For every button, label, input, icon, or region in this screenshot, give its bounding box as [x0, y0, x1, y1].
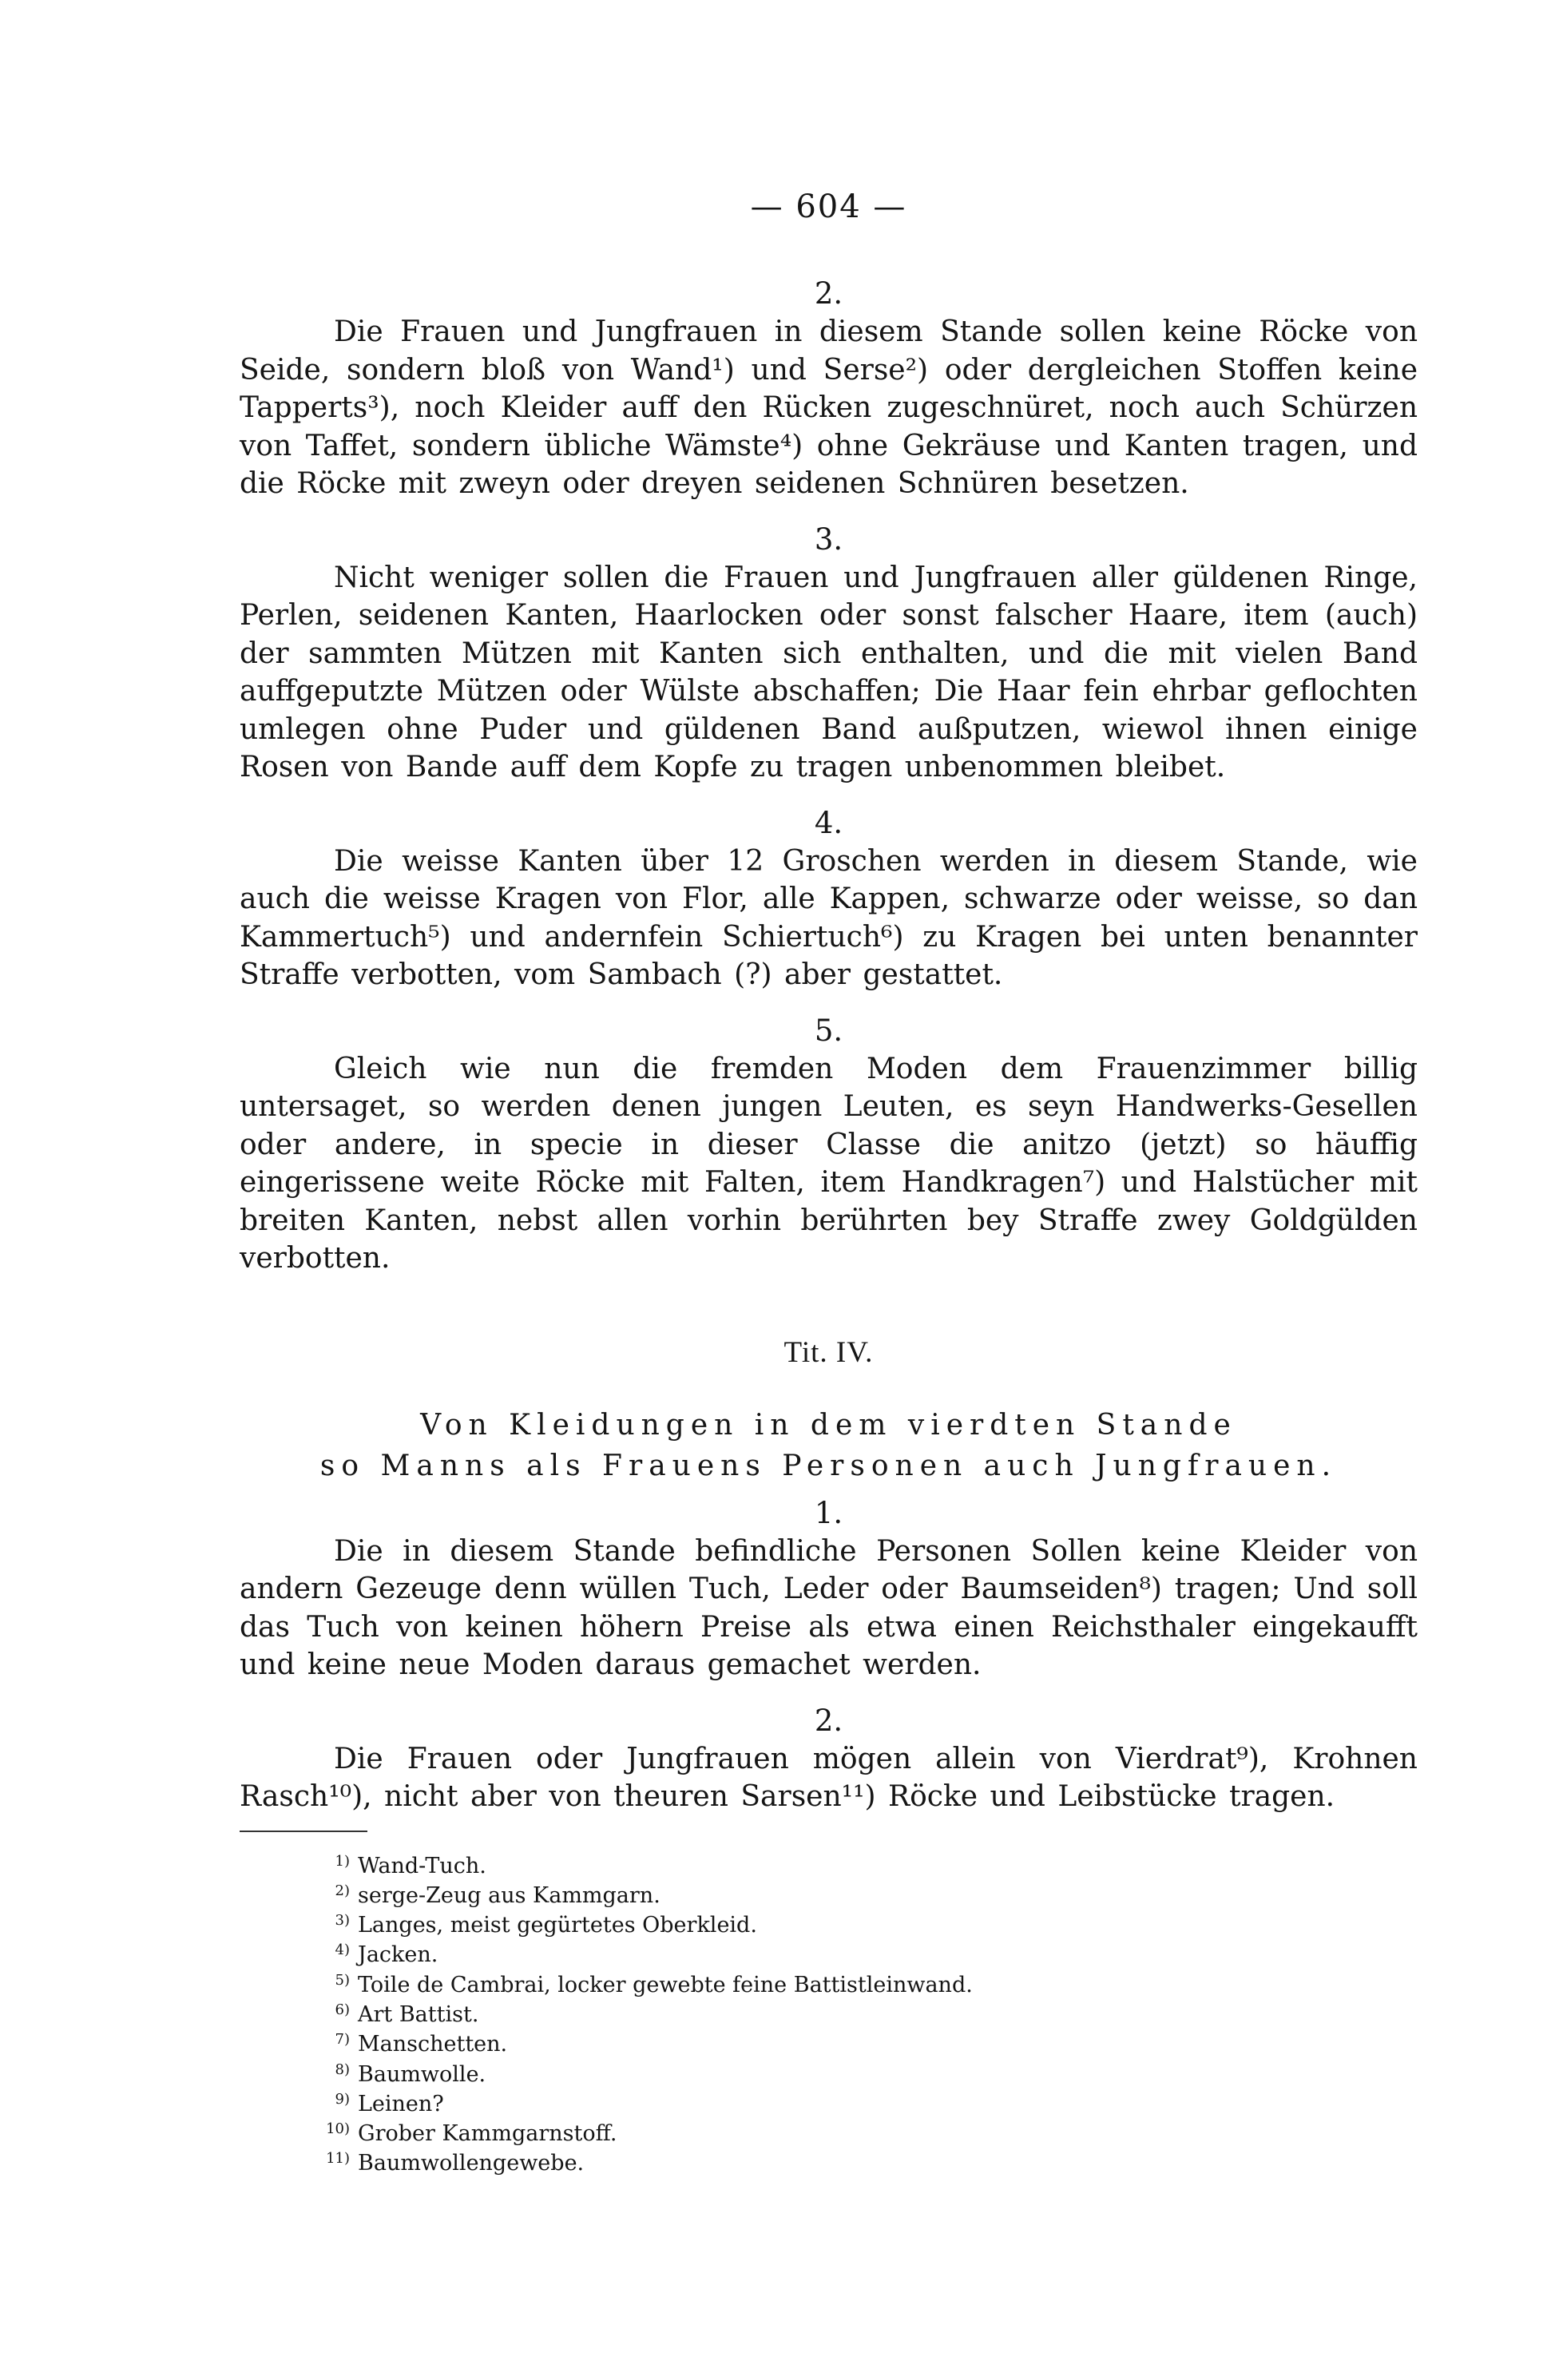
footnote-number: 9): [335, 2090, 350, 2108]
footnote-text: Grober Kammgarnstoff.: [358, 2121, 617, 2147]
footnote: [319, 2060, 1418, 2089]
footnote-text: serge-Zeug aus Kammgarn.: [358, 1882, 660, 1908]
section-block-a: [240, 278, 1418, 1278]
title-number: Tit. IV.: [783, 1335, 874, 1369]
footnote-number: 2): [335, 1882, 350, 1899]
footnote-number: 6): [335, 2001, 350, 2018]
footnote-text: Jacken.: [358, 1942, 438, 1968]
footnote: [319, 2089, 1418, 2119]
footnote: [319, 1910, 1418, 1940]
footnote-text: Art Battist.: [358, 2001, 479, 2027]
footnote-number: 8): [335, 2061, 350, 2078]
footnote-number: 10): [326, 2120, 350, 2138]
section-paragraph: Die weisse Kanten über 12 Groschen werden in diesem Stande, wie auch die weisse Kragen von Flor, alle Kappen, schwarze oder weisse, so dan Kammertuch⁵) und andernfein Schiertuch⁶) zu Kragen bei unten benannter Straffe verbotten, vom Sambach (?) aber gestattet.: [240, 844, 1418, 991]
footnote: [319, 1940, 1418, 1969]
title-line-2: so Manns als Frauens Personen auch Jungfrauen.: [319, 1449, 1338, 1482]
footnote-text: Baumwollengewebe.: [358, 2151, 585, 2176]
footnote-number: 5): [335, 1971, 350, 1989]
section-paragraph: Die Frauen und Jungfrauen in diesem Stande sollen keine Röcke von Seide, sondern bloß von Wand¹) und Serse²) oder dergleichen Stoffen keine Tapperts³), noch Kleider auff den Rücken zugeschnüret, noch auch Schürzen von Taffet, sondern übliche Wämste⁴) ohne Gekräuse und Kanten tragen, und die Röcke mit zweyn oder dreyen seidenen Schnüren besetzen.: [240, 315, 1418, 500]
section-number: 2.: [814, 276, 843, 311]
footnote: [319, 2000, 1418, 2029]
document-page: [240, 188, 1418, 2179]
title-line-1: Von Kleidungen in dem vierdten Stande: [420, 1408, 1237, 1442]
footnote-text: Manschetten.: [358, 2032, 508, 2057]
footnote-number: 1): [335, 1852, 350, 1870]
section-paragraph: Nicht weniger sollen die Frauen und Jungfrauen aller güldenen Ringe, Perlen, seidenen Kanten, Haarlocken oder sonst falscher Haare, item (auch) der sammten Mützen mit Kanten sich enthalten, und die mit vielen Band auffgeputzte Mützen oder Wülste abschaffen; Die Haar fein ehrbar geflochten umlegen ohne Puder und güldenen Band außputzen, wiewol ihnen einige Rosen von Bande auff dem Kopfe zu tragen unbenommen bleibet.: [240, 561, 1418, 783]
footnote-number: 4): [335, 1942, 350, 1959]
footnote-number: 3): [335, 1912, 350, 1930]
footnote-text: Leinen?: [358, 2091, 444, 2116]
section-paragraph: Gleich wie nun die fremden Moden dem Frauenzimmer billig untersaget, so werden denen jungen Leuten, es seyn Handwerks-Gesellen oder andere, in specie in dieser Classe die anitzo (jetzt) so häuffig eingerissene weite Röcke mit Falten, item Handkragen⁷) und Halstücher mit breiten Kanten, nebst allen vorhin berührten bey Straffe zwey Goldgülden verbotten.: [240, 1052, 1418, 1275]
footnote: [319, 2148, 1418, 2178]
footnote-divider: [240, 1831, 367, 1832]
footnote-text: Toile de Cambrai, locker gewebte feine Battistleinwand.: [358, 1972, 973, 1997]
footnotes: [319, 1851, 1418, 2179]
footnote-text: Langes, meist gegürtetes Oberkleid.: [358, 1913, 757, 1938]
footnote-number: 7): [335, 2031, 350, 2049]
footnote-text: Baumwolle.: [358, 2061, 486, 2087]
section-number: 4.: [814, 805, 843, 840]
section-number: 1.: [814, 1495, 843, 1530]
section-block-b: [240, 1497, 1418, 1816]
page-number: — 604 —: [750, 188, 907, 225]
footnote: [319, 1970, 1418, 2000]
section-paragraph: Die Frauen oder Jungfrauen mögen allein von Vierdrat⁹), Krohnen Rasch¹⁰), nicht aber von theuren Sarsen¹¹) Röcke und Leibstücke tragen.: [240, 1742, 1418, 1813]
footnote: [319, 2029, 1418, 2059]
section-number: 3.: [814, 522, 843, 557]
title-heading: [240, 1405, 1418, 1486]
footnote: [319, 1851, 1418, 1881]
footnote-text: Wand-Tuch.: [358, 1853, 486, 1878]
footnote: [319, 2119, 1418, 2148]
footnote: [319, 1881, 1418, 1910]
section-number: 2.: [814, 1703, 843, 1738]
section-number: 5.: [814, 1013, 843, 1048]
footnote-number: 11): [326, 2150, 350, 2168]
section-paragraph: Die in diesem Stande befindliche Personen Sollen keine Kleider von andern Gezeuge denn wüllen Tuch, Leder oder Baumseiden⁸) tragen; Und soll das Tuch von keinen höhern Preise als etwa einen Reichsthaler eingekaufft und keine neue Moden daraus gemachet werden.: [240, 1534, 1418, 1681]
